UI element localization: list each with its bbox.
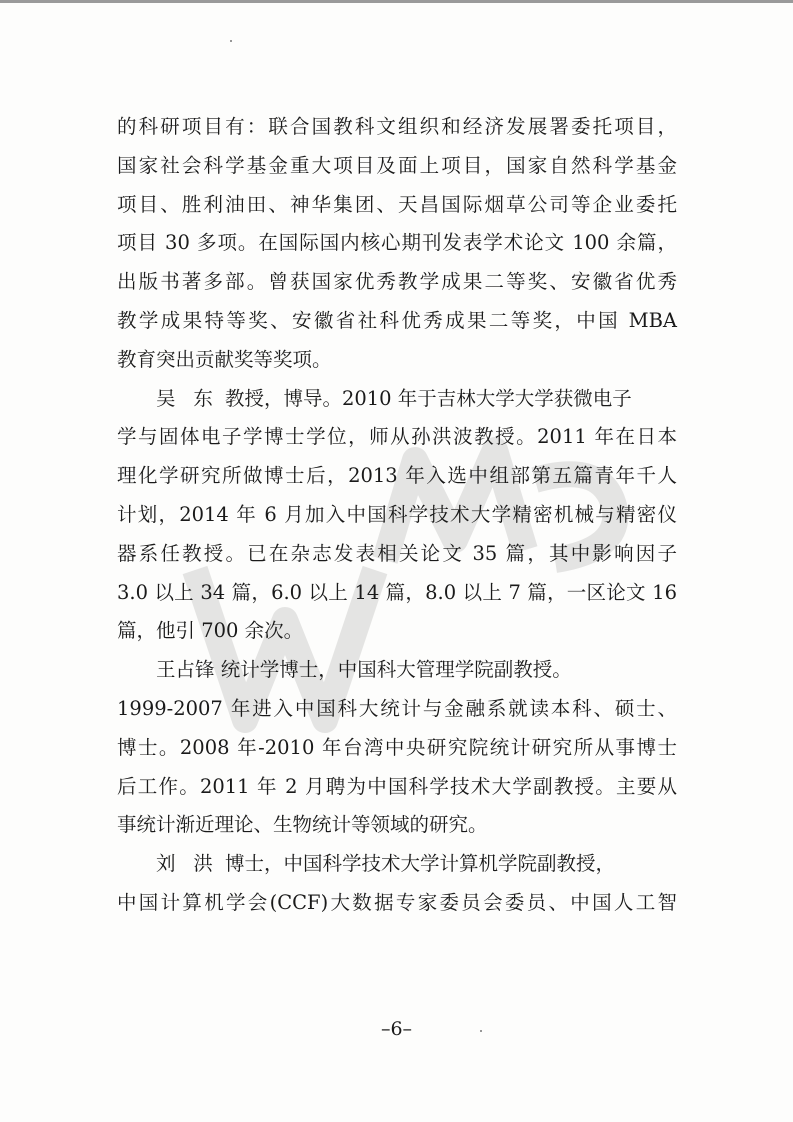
text-line: 中国计算机学会(CCF)大数据专家委员会委员、中国人工智 — [117, 890, 677, 914]
text-line: 项目 30 多项。在国际国内核心期刊发表学术论文 100 余篇， — [117, 231, 677, 255]
body-text — [117, 108, 677, 923]
text-line: 理化学研究所做博士后，2013 年入选中组部第五篇青年千人 — [117, 464, 677, 488]
text-line: 博士。2008 年-2010 年台湾中央研究院统计研究所从事博士 — [117, 735, 677, 759]
text-line: 教育突出贡献奖等奖项。 — [117, 347, 332, 371]
text-line: 的科研项目有：联合国教科文组织和经济发展署委托项目， — [117, 115, 677, 138]
text-line: 后工作。2011 年 2 月聘为中国科学技术大学副教授。主要从 — [117, 774, 677, 798]
scan-top-edge — [0, 0, 793, 3]
text-line: 教学成果特等奖、安徽省社科优秀成果二等奖，中国 MBA — [117, 308, 677, 332]
text-line: 学与固体电子学博士学位，师从孙洪波教授。2011 年在日本 — [117, 425, 677, 449]
paragraph-first-line — [117, 651, 677, 690]
person-name: 刘 洪 — [156, 852, 219, 876]
text-line: 器系任教授。已在杂志发表相关论文 35 篇，其中影响因子 — [117, 541, 677, 565]
paragraph-first-line — [117, 845, 677, 884]
paragraph-first-line — [117, 380, 677, 419]
text-line: 计划，2014 年 6 月加入中国科学技术大学精密机械与精密仪 — [117, 502, 677, 526]
text-line: 统计学博士，中国科大管理学院副教授。 — [214, 658, 572, 682]
text-line: 博士，中国科学技术大学计算机学院副教授， — [218, 852, 615, 876]
text-line: 国家社会科学基金重大项目及面上项目，国家自然科学基金 — [117, 153, 677, 177]
text-line: 1999-2007 年进入中国科大统计与金融系就读本科、硕士、 — [117, 696, 677, 720]
text-line: 教授，博导。2010 年于吉林大学大学获微电子 — [218, 386, 632, 410]
scan-speck — [230, 40, 232, 42]
text-line: 篇，他引 700 余次。 — [117, 619, 304, 643]
text-line: 项目、胜利油田、神华集团、天昌国际烟草公司等企业委托 — [117, 192, 677, 216]
page-number: –6– — [380, 1018, 413, 1040]
text-line: 出版书著多部。曾获国家优秀教学成果二等奖、安徽省优秀 — [117, 270, 677, 294]
scan-speck — [480, 1030, 482, 1032]
text-line: 事统计渐近理论、生物统计等领域的研究。 — [117, 813, 488, 837]
person-name: 吴 东 — [156, 386, 219, 410]
person-name: 王占锋 — [156, 658, 215, 682]
text-line: 3.0 以上 34 篇，6.0 以上 14 篇，8.0 以上 7 篇，一区论文 16 — [117, 580, 677, 604]
